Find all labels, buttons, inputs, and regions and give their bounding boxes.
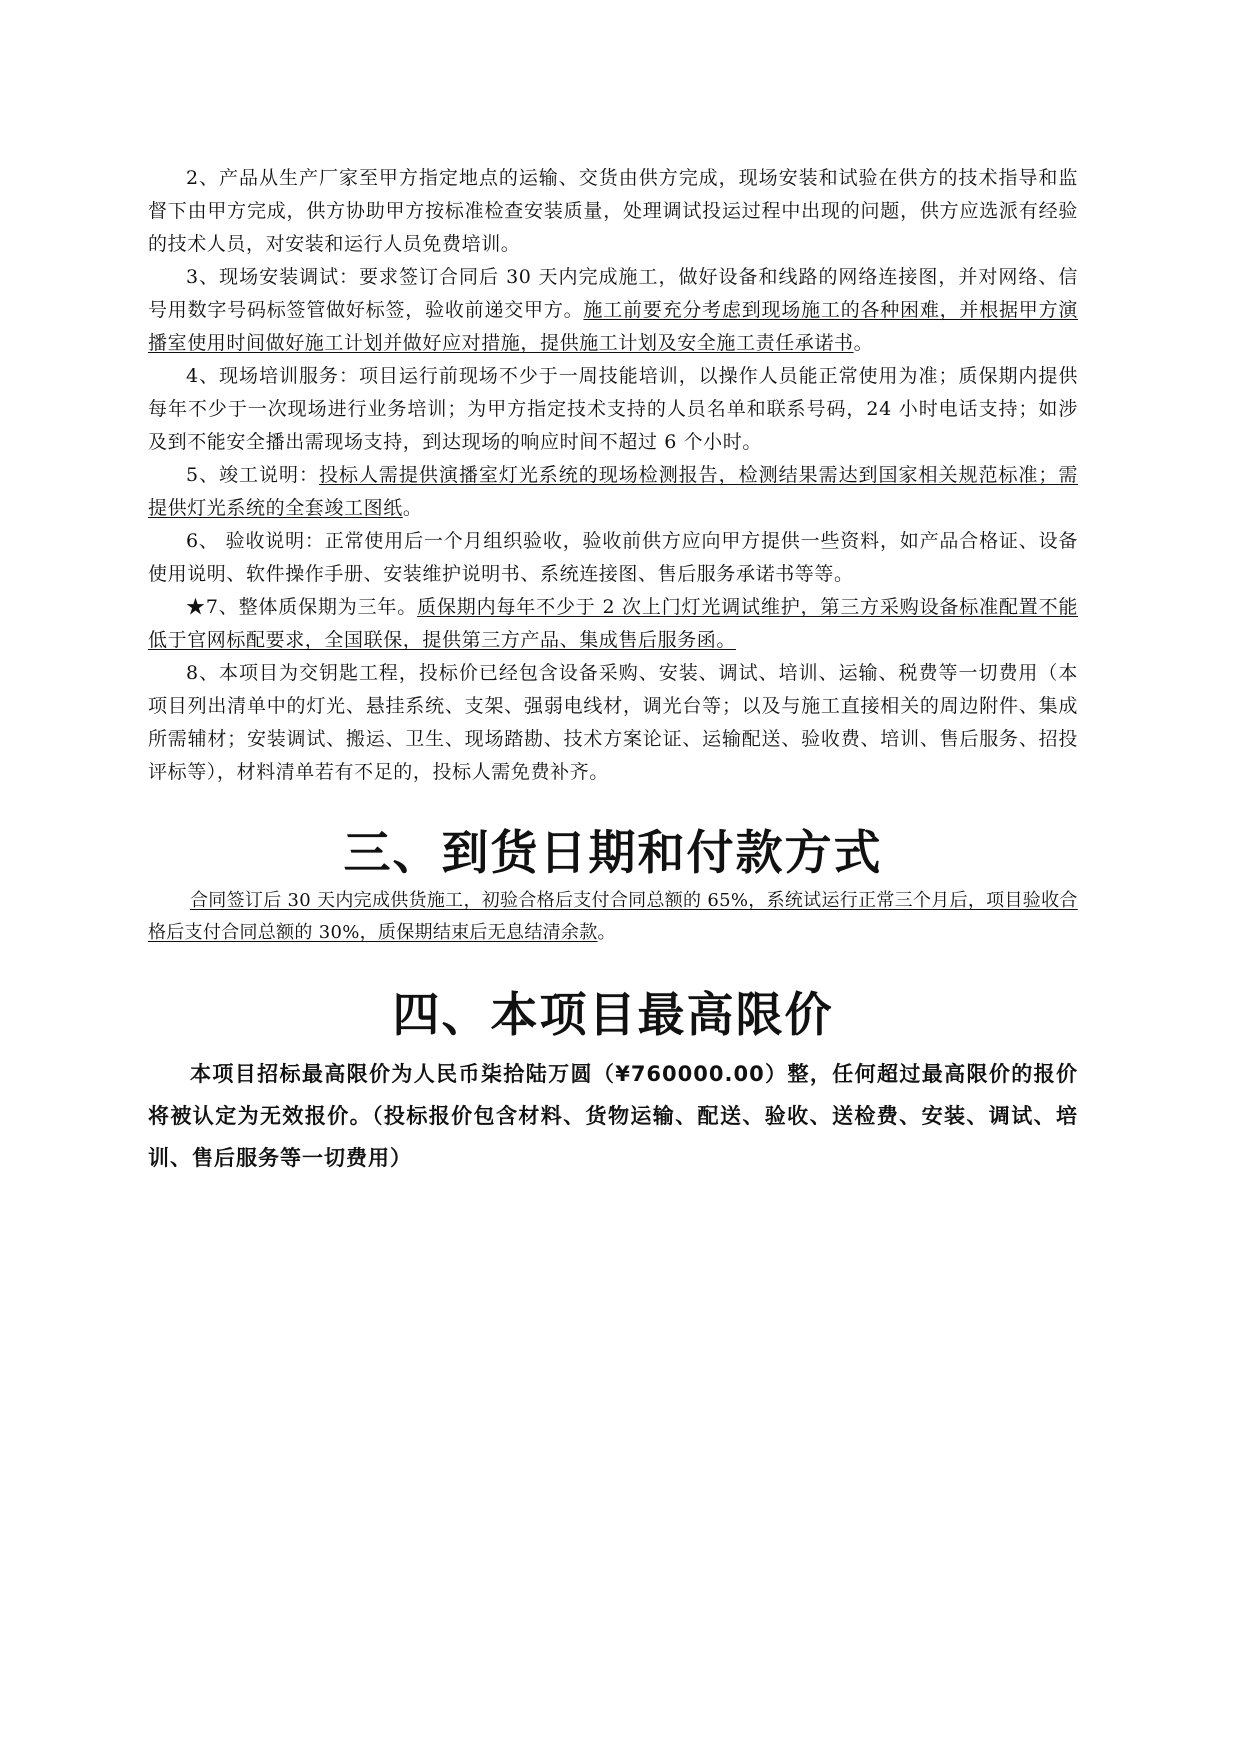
item-3-underlined-text: 施工前要充分考虑到现场施工的各种困难，并根据甲方演播室使用时间做好施工计划并做好应对措施，提供施工计划及安全施工责任承诺书 [148,299,1078,354]
item-5-underlined-text: 投标人需提供演播室灯光系统的现场检测报告，检测结果需达到国家相关规范标准；需提供灯光系统的全套竣工图纸 [148,464,1078,519]
section-4-heading: 四、本项目最高限价 [392,988,834,1043]
item-7-text: ★7、整体质保期为三年。 [186,596,418,618]
document-page [148,162,1078,1179]
item-6-text: 6、 验收说明：正常使用后一个月组织验收，验收前供方应向甲方提供一些资料，如产品合格证、设备使用说明、软件操作手册、安装维护说明书、系统连接图、售后服务承诺书等等。 [148,530,1078,585]
section-3-paragraph [148,885,1078,949]
section-3-heading: 三、到货日期和付款方式 [343,826,883,881]
item-5-label: 5、竣工说明： [186,464,319,486]
item-3-paragraph [148,261,1078,360]
item-4-text: 4、现场培训服务：项目运行前现场不少于一周技能培训，以操作人员能正常使用为准；质保期内提供每年不少于一次现场进行业务培训；为甲方指定技术支持的人员名单和联系号码，24 小时电话支持；如涉及到不能安全播出需现场支持，到达现场的响应时间不超过 6 个小时。 [148,365,1078,453]
section-4-paragraph: 本项目招标最高限价为人民币柒拾陆万圆（¥760000.00）整，任何超过最高限价的报价将被认定为无效报价。（投标报价包含材料、货物运输、配送、验收、送检费、安装、调试、培训、售后服务等一切费用） [148,1062,1078,1170]
item-4-paragraph [148,360,1078,459]
item-3-text: 3、现场安装调试：要求签订合同后 30 天内完成施工，做好设备和线路的网络连接图，并对网络、信号用数字号码标签管做好标签，验收前递交甲方。 [148,266,1078,321]
item-2-paragraph [148,162,1078,261]
item-8-paragraph [148,657,1078,789]
item-7-underlined-text: 质保期内每年不少于 2 次上门灯光调试维护，第三方采购设备标准配置不能低于官网标配要求，全国联保，提供第三方产品、集成售后服务函。 [148,596,1079,651]
item-5-paragraph [148,459,1078,525]
item-7-paragraph [148,591,1078,657]
item-2-text: 2、产品从生产厂家至甲方指定地点的运输、交货由供方完成，现场安装和试验在供方的技术指导和监督下由甲方完成，供方协助甲方按标准检查安装质量，处理调试投运过程中出现的问题，供方应选派有经验的技术人员，对安装和运行人员免费培训。 [148,167,1078,255]
item-6-paragraph [148,525,1078,591]
section-3-end-mark: 。 [597,922,616,943]
item-5-end-mark: 。 [402,497,423,519]
section-3-underlined-text: 合同签订后 30 天内完成供货施工，初验合格后支付合同总额的 65%，系统试运行正常三个月后，项目验收合格后支付合同总额的 30%，质保期结束后无息结清余款 [148,890,1078,943]
item-3-end-mark: 。 [853,332,874,354]
item-8-text: 8、本项目为交钥匙工程，投标价已经包含设备采购、安装、调试、培训、运输、税费等一切费用（本项目列出清单中的灯光、悬挂系统、支架、强弱电线材，调光台等；以及与施工直接相关的周边附件、集成所需辅材；安装调试、搬运、卫生、现场踏勘、技术方案论证、运输配送、验收费、培训、售后服务、招投评标等），材料清单若有不足的，投标人需免费补齐。 [148,662,1078,783]
